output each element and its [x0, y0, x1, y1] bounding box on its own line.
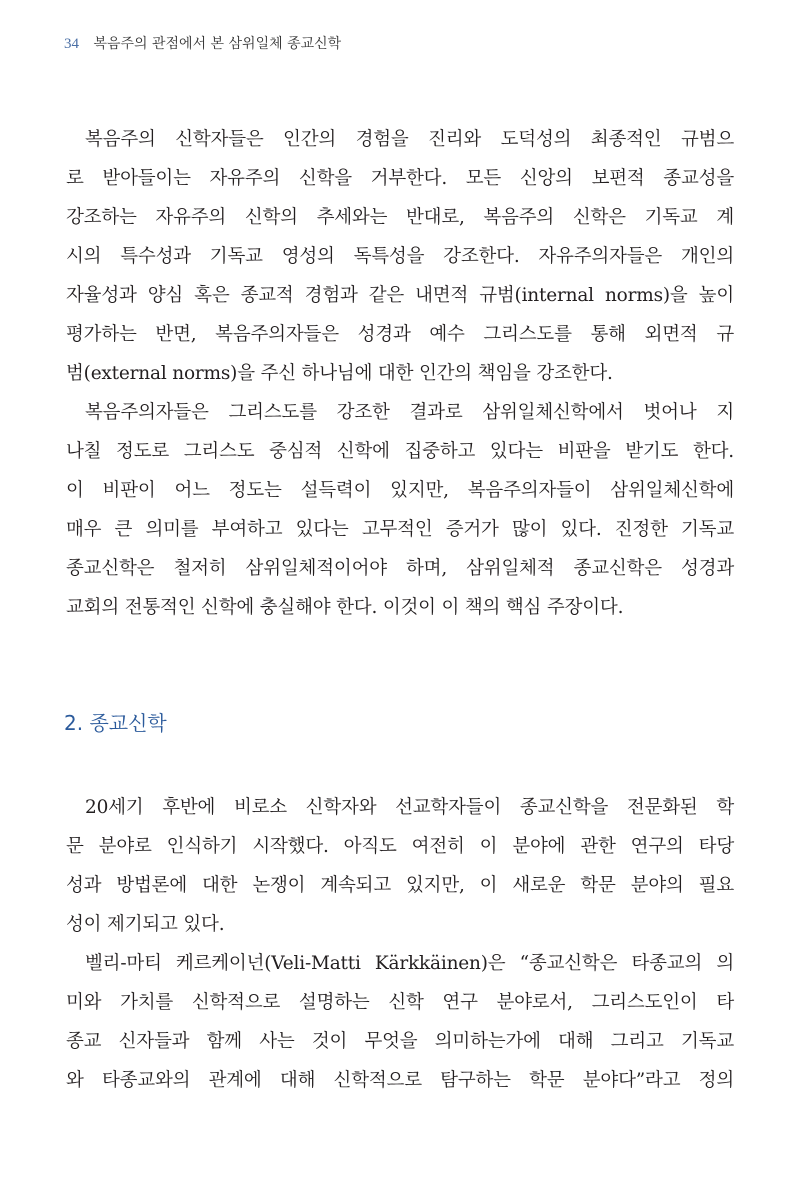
text-line: 복음주의자들은 그리스도를 강조한 결과로 삼위일체신학에서 벗어나 지: [85, 402, 734, 423]
paragraph: [66, 120, 734, 393]
text-line: 이 비판이 어느 정도는 설득력이 있지만, 복음주의자들이 삼위일체신학에: [66, 480, 734, 501]
page-number: 34: [64, 36, 79, 52]
text-line: 자율성과 양심 혹은 종교적 경험과 같은 내면적 규범(internal norms)을 높이: [66, 285, 734, 306]
section-1-body: [66, 120, 734, 627]
text-line: 20세기 후반에 비로소 신학자와 선교학자들이 종교신학을 전문화된 학: [85, 797, 734, 818]
text-line: 범(external norms)을 주신 하나님에 대한 인간의 책임을 강조한다.: [66, 363, 613, 384]
text-line: 미와 가치를 신학적으로 설명하는 신학 연구 분야로서, 그리스도인이 타: [66, 992, 734, 1013]
paragraph: [66, 393, 734, 627]
text-line: 시의 특수성과 기독교 영성의 독특성을 강조한다. 자유주의자들은 개인의: [66, 246, 734, 267]
text-line: 벨리-마티 케르케이넌(Veli-Matti Kärkkäinen)은 “종교신학은 타종교의 의: [85, 953, 734, 974]
text-line: 종교 신자들과 함께 사는 것이 무엇을 의미하는가에 대해 그리고 기독교: [66, 1031, 734, 1052]
section-2-body: [66, 788, 734, 1100]
text-line: 성이 제기되고 있다.: [66, 914, 225, 935]
section-heading: 2. 종교신학: [64, 711, 167, 735]
running-title: 복음주의 관점에서 본 삼위일체 종교신학: [93, 36, 342, 52]
text-line: 매우 큰 의미를 부여하고 있다는 고무적인 증거가 많이 있다. 진정한 기독교: [66, 519, 734, 540]
text-line: 복음주의 신학자들은 인간의 경험을 진리와 도덕성의 최종적인 규범으: [85, 129, 734, 150]
text-line: 강조하는 자유주의 신학의 추세와는 반대로, 복음주의 신학은 기독교 계: [66, 207, 734, 228]
text-line: 문 분야로 인식하기 시작했다. 아직도 여전히 이 분야에 관한 연구의 타당: [66, 836, 734, 857]
text-line: 와 타종교와의 관계에 대해 신학적으로 탐구하는 학문 분야다”라고 정의: [66, 1070, 734, 1091]
text-line: 종교신학은 철저히 삼위일체적이어야 하며, 삼위일체적 종교신학은 성경과: [66, 558, 734, 579]
text-line: 평가하는 반면, 복음주의자들은 성경과 예수 그리스도를 통해 외면적 규: [66, 324, 734, 345]
running-header: [64, 34, 341, 54]
text-line: 로 받아들이는 자유주의 신학을 거부한다. 모든 신앙의 보편적 종교성을: [66, 168, 734, 189]
text-line: 나칠 정도로 그리스도 중심적 신학에 집중하고 있다는 비판을 받기도 한다.: [66, 441, 734, 462]
paragraph: [66, 788, 734, 944]
text-line: 성과 방법론에 대한 논쟁이 계속되고 있지만, 이 새로운 학문 분야의 필요: [66, 875, 734, 896]
paragraph: [66, 944, 734, 1100]
text-line: 교회의 전통적인 신학에 충실해야 한다. 이것이 이 책의 핵심 주장이다.: [66, 597, 624, 618]
